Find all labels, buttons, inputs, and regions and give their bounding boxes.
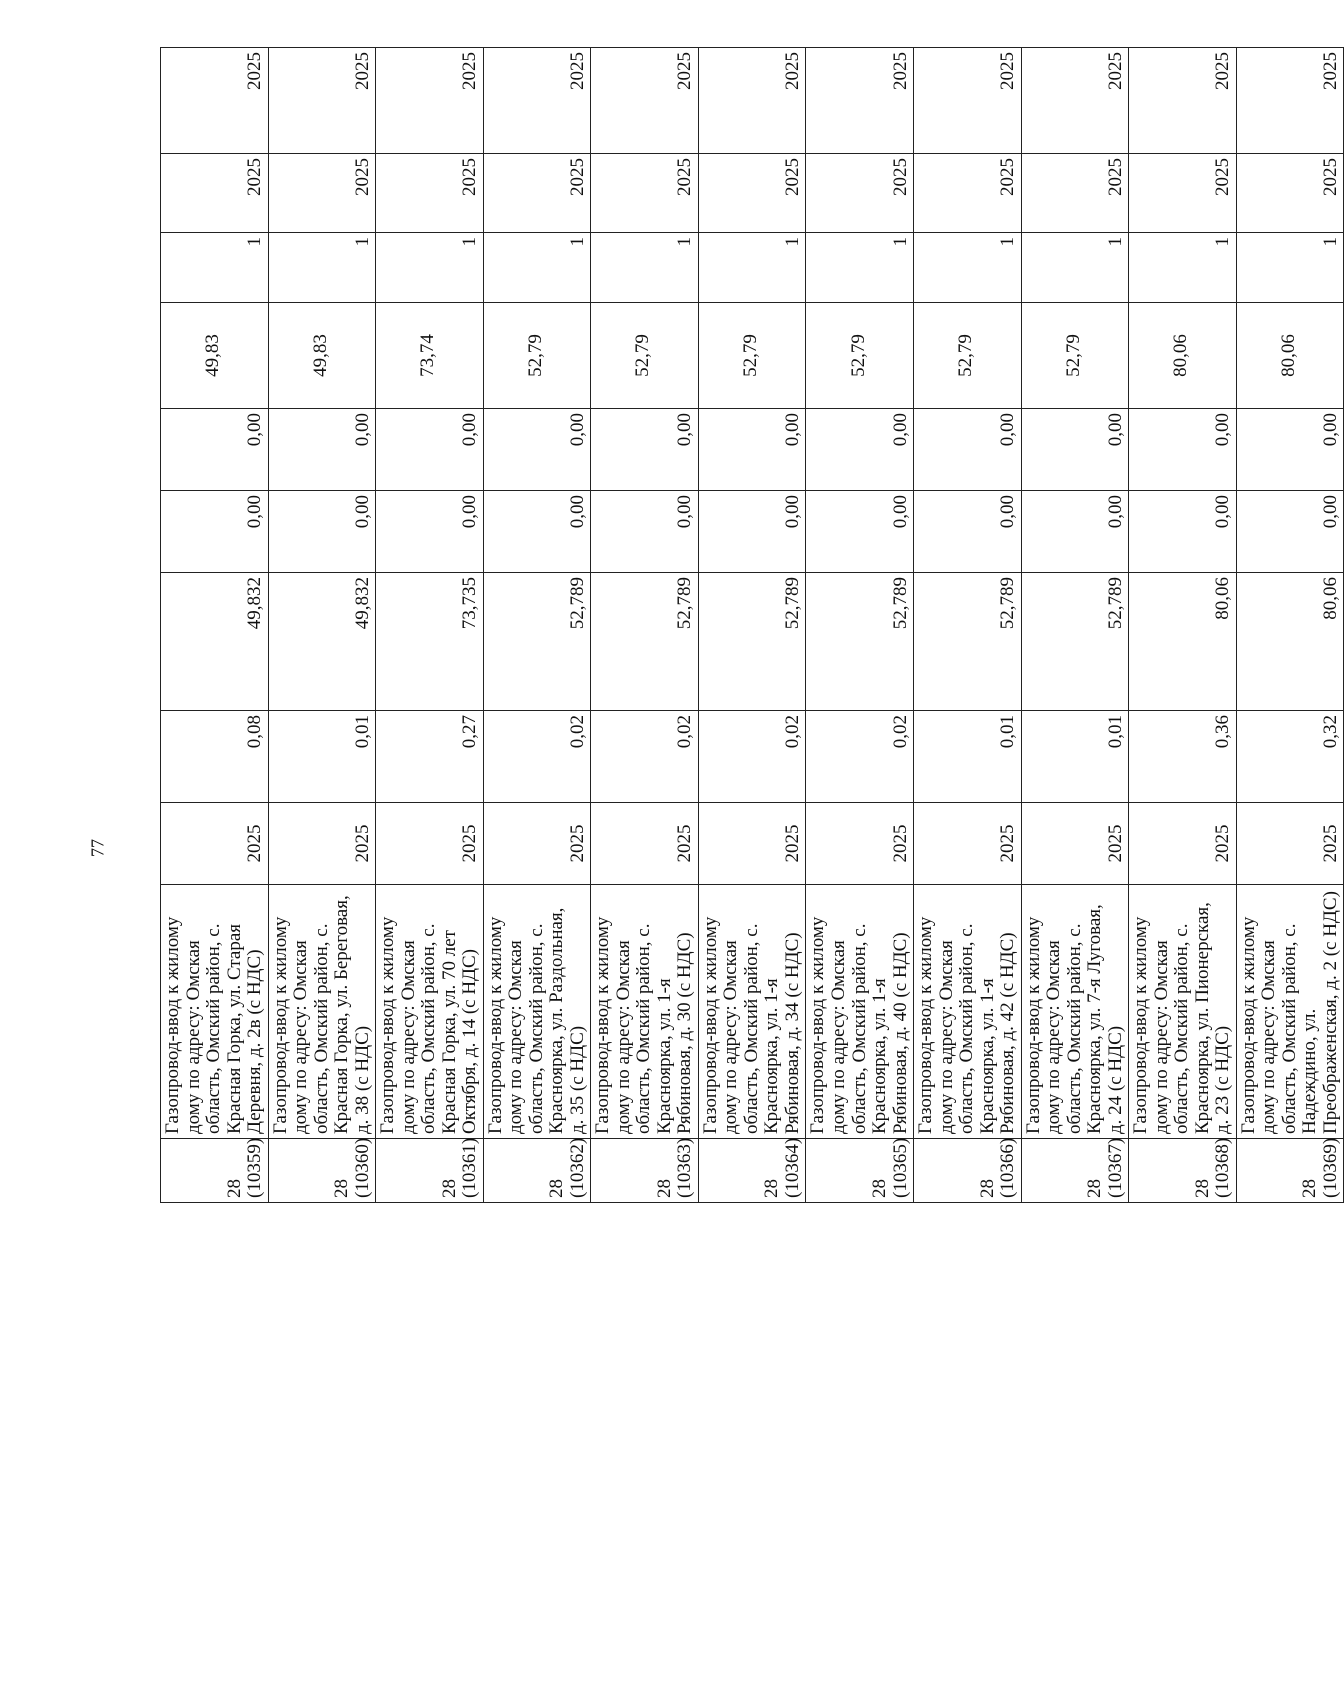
cell-value-3 xyxy=(914,303,1022,409)
cell-cost-total xyxy=(1021,573,1129,711)
cell-description-text: Газопровод-ввод к жилому дому по адресу: Омская область, Омский район, с. Красноярка, ул. 1-я Рябиновая, д. 30 (с НДС) xyxy=(592,916,696,1134)
cell-value-2-text: 0,00 xyxy=(459,413,481,447)
table-row xyxy=(591,48,699,1203)
cell-value-3-text: 52,79 xyxy=(739,334,761,377)
cell-value-1-text: 0,00 xyxy=(674,495,696,529)
cell-end-year xyxy=(1129,48,1237,154)
cell-value-1 xyxy=(483,491,591,573)
cell-year-text: 2025 xyxy=(889,824,911,863)
cell-end-year-text: 2025 xyxy=(244,52,266,90)
cell-start-year-text: 2025 xyxy=(1212,158,1234,196)
cell-value-3-text: 49,83 xyxy=(309,334,331,377)
row-code: (10361) xyxy=(459,1137,481,1198)
row-code: (10365) xyxy=(889,1137,911,1198)
cell-year xyxy=(1236,803,1344,885)
cell-start-year-text: 2025 xyxy=(997,158,1019,196)
cell-value-2 xyxy=(1021,409,1129,491)
cell-cost-total-text: 52,789 xyxy=(674,577,696,630)
cell-description xyxy=(1021,885,1129,1139)
cell-cost-total xyxy=(806,573,914,711)
cell-cost-total xyxy=(914,573,1022,711)
cell-value-1 xyxy=(806,491,914,573)
cell-value-2 xyxy=(376,409,484,491)
cell-value-3 xyxy=(483,303,591,409)
table-row xyxy=(806,48,914,1203)
cell-id xyxy=(161,1139,269,1203)
table-row xyxy=(483,48,591,1203)
cell-quantity-text: 1 xyxy=(1212,237,1234,247)
cell-value-2-text: 0,00 xyxy=(244,413,266,447)
cell-value-2 xyxy=(1129,409,1237,491)
cell-value-1-text: 0,00 xyxy=(459,495,481,529)
cell-year-text: 2025 xyxy=(351,824,373,863)
cell-end-year xyxy=(698,48,806,154)
cell-description xyxy=(806,885,914,1139)
cell-value-2 xyxy=(914,409,1022,491)
row-number: 28 xyxy=(331,1179,353,1198)
cell-quantity xyxy=(483,233,591,303)
cell-year xyxy=(483,803,591,885)
cell-value-2 xyxy=(591,409,699,491)
cell-quantity xyxy=(1236,233,1344,303)
cell-quantity-text: 1 xyxy=(674,237,696,247)
row-code: (10362) xyxy=(566,1137,588,1198)
cell-length xyxy=(914,711,1022,803)
cell-value-3-text: 52,79 xyxy=(847,334,869,377)
cell-id xyxy=(1021,1139,1129,1203)
cell-description-text: Газопровод-ввод к жилому дому по адресу: Омская область, Омский район, с. Красноярка, ул. 1-я Рябиновая, д. 40 (с НДС) xyxy=(807,916,911,1134)
cell-id xyxy=(806,1139,914,1203)
cell-value-3 xyxy=(591,303,699,409)
row-number: 28 xyxy=(1299,1179,1321,1198)
cell-value-3 xyxy=(268,303,376,409)
cell-year-text: 2025 xyxy=(1212,824,1234,863)
cell-description-text: Газопровод-ввод к жилому дому по адресу: Омская область, Омский район, с. Красная Горка, ул. 70 лет Октября, д. 14 (с НДС) xyxy=(377,916,481,1134)
row-number: 28 xyxy=(546,1179,568,1198)
cell-quantity xyxy=(698,233,806,303)
row-code: (10366) xyxy=(997,1137,1019,1198)
row-number: 28 xyxy=(761,1179,783,1198)
cell-value-1-text: 0,00 xyxy=(1212,495,1234,529)
cell-value-2-text: 0,00 xyxy=(1212,413,1234,447)
cell-length xyxy=(1236,711,1344,803)
cell-description-text: Газопровод-ввод к жилому дому по адресу: Омская область, Омский район, с. Красноярка, ул. Раздольная, д. 35 (с НДС) xyxy=(484,907,588,1134)
row-code: (10367) xyxy=(1104,1137,1126,1198)
row-number: 28 xyxy=(976,1179,998,1198)
cell-end-year-text: 2025 xyxy=(997,52,1019,90)
cell-description xyxy=(1236,885,1344,1139)
cell-value-2 xyxy=(1236,409,1344,491)
cell-year xyxy=(698,803,806,885)
table-row xyxy=(914,48,1022,1203)
cell-value-3 xyxy=(376,303,484,409)
cell-year-text: 2025 xyxy=(674,824,696,863)
table-row xyxy=(1129,48,1237,1203)
row-code: (10368) xyxy=(1212,1137,1234,1198)
table-row xyxy=(1021,48,1129,1203)
cell-value-2-text: 0,00 xyxy=(1104,413,1126,447)
cell-cost-total-text: 80,06 xyxy=(1319,577,1341,620)
cell-start-year-text: 2025 xyxy=(889,158,911,196)
cell-length xyxy=(483,711,591,803)
cell-quantity-text: 1 xyxy=(781,237,803,247)
cell-year xyxy=(268,803,376,885)
cell-length xyxy=(268,711,376,803)
cell-id xyxy=(698,1139,806,1203)
cell-description xyxy=(591,885,699,1139)
cell-quantity xyxy=(914,233,1022,303)
cell-year xyxy=(914,803,1022,885)
table-row xyxy=(268,48,376,1203)
cell-quantity xyxy=(161,233,269,303)
cell-value-2-text: 0,00 xyxy=(997,413,1019,447)
cell-start-year xyxy=(1129,154,1237,233)
cell-value-3-text: 80,06 xyxy=(1277,334,1299,377)
cell-description xyxy=(698,885,806,1139)
cell-length xyxy=(1129,711,1237,803)
cell-end-year-text: 2025 xyxy=(566,52,588,90)
cell-description xyxy=(161,885,269,1139)
cell-year-text: 2025 xyxy=(1104,824,1126,863)
row-code: (10369) xyxy=(1319,1137,1341,1198)
cell-year xyxy=(1021,803,1129,885)
cell-description xyxy=(483,885,591,1139)
cell-description-text: Газопровод-ввод к жилому дому по адресу: Омская область, Омский район, с. Красная Горка, ул. Береговая, д. 38 (с НДС) xyxy=(269,895,373,1134)
cell-start-year xyxy=(376,154,484,233)
cell-value-3 xyxy=(161,303,269,409)
cell-cost-total xyxy=(161,573,269,711)
cell-year-text: 2025 xyxy=(244,824,266,863)
cell-quantity-text: 1 xyxy=(459,237,481,247)
cell-quantity xyxy=(268,233,376,303)
cell-end-year-text: 2025 xyxy=(1319,52,1341,90)
cell-cost-total xyxy=(376,573,484,711)
row-number: 28 xyxy=(869,1179,891,1198)
cell-length-text: 0,36 xyxy=(1212,715,1234,749)
cell-year-text: 2025 xyxy=(781,824,803,863)
cell-description-text: Газопровод-ввод к жилому дому по адресу: Омская область, Омский район, с. Красноярка, ул. Пионерская, д. 23 (с НДС) xyxy=(1130,902,1234,1134)
cell-value-2 xyxy=(161,409,269,491)
row-code: (10364) xyxy=(781,1137,803,1198)
cell-length xyxy=(1021,711,1129,803)
cell-cost-total-text: 52,789 xyxy=(997,577,1019,630)
cell-end-year xyxy=(1236,48,1344,154)
rotated-table-wrapper xyxy=(160,48,1341,1203)
cell-length xyxy=(591,711,699,803)
cell-end-year-text: 2025 xyxy=(781,52,803,90)
cell-value-3 xyxy=(1236,303,1344,409)
cell-value-2-text: 0,00 xyxy=(889,413,911,447)
cell-start-year xyxy=(161,154,269,233)
table-row xyxy=(1236,48,1344,1203)
cell-end-year xyxy=(914,48,1022,154)
cell-value-1 xyxy=(591,491,699,573)
cell-cost-total xyxy=(698,573,806,711)
cell-end-year xyxy=(591,48,699,154)
cell-value-2-text: 0,00 xyxy=(781,413,803,447)
cell-quantity-text: 1 xyxy=(1104,237,1126,247)
cell-quantity xyxy=(806,233,914,303)
cell-id xyxy=(591,1139,699,1203)
cell-quantity xyxy=(1021,233,1129,303)
cell-cost-total-text: 52,789 xyxy=(781,577,803,630)
cell-end-year xyxy=(376,48,484,154)
cell-start-year-text: 2025 xyxy=(1319,158,1341,196)
cell-end-year-text: 2025 xyxy=(351,52,373,90)
cell-start-year-text: 2025 xyxy=(351,158,373,196)
cell-value-3-text: 52,79 xyxy=(955,334,977,377)
cell-value-3-text: 73,74 xyxy=(417,334,439,377)
cell-end-year-text: 2025 xyxy=(1104,52,1126,90)
cell-value-2-text: 0,00 xyxy=(566,413,588,447)
cell-start-year-text: 2025 xyxy=(566,158,588,196)
cell-cost-total xyxy=(591,573,699,711)
cell-value-2-text: 0,00 xyxy=(1319,413,1341,447)
cell-value-1 xyxy=(914,491,1022,573)
cell-year-text: 2025 xyxy=(997,824,1019,863)
cell-start-year xyxy=(1021,154,1129,233)
cell-value-2-text: 0,00 xyxy=(351,413,373,447)
cell-year xyxy=(376,803,484,885)
cell-value-1 xyxy=(376,491,484,573)
cell-year xyxy=(591,803,699,885)
table-row xyxy=(376,48,484,1203)
cell-length xyxy=(698,711,806,803)
cell-value-1-text: 0,00 xyxy=(997,495,1019,529)
cell-description-text: Газопровод-ввод к жилому дому по адресу: Омская область, Омский район, с. Красноярка, ул. 1-я Рябиновая, д. 34 (с НДС) xyxy=(699,916,803,1134)
cell-quantity-text: 1 xyxy=(889,237,911,247)
cell-value-3-text: 49,83 xyxy=(202,334,224,377)
cell-length xyxy=(376,711,484,803)
cell-value-1-text: 0,00 xyxy=(244,495,266,529)
row-number: 28 xyxy=(1084,1179,1106,1198)
cell-description-text: Газопровод-ввод к жилому дому по адресу: Омская область, Омский район, с. Надеждино, ул. Преображенская, д. 2 (с НДС) xyxy=(1237,891,1341,1134)
cell-cost-total xyxy=(483,573,591,711)
cell-quantity xyxy=(376,233,484,303)
cell-start-year-text: 2025 xyxy=(244,158,266,196)
row-code: (10363) xyxy=(674,1137,696,1198)
cell-id xyxy=(268,1139,376,1203)
cell-length xyxy=(806,711,914,803)
cell-end-year xyxy=(161,48,269,154)
cell-value-1-text: 0,00 xyxy=(781,495,803,529)
cell-year xyxy=(161,803,269,885)
cell-quantity-text: 1 xyxy=(351,237,373,247)
cell-value-1-text: 0,00 xyxy=(566,495,588,529)
cell-value-3 xyxy=(698,303,806,409)
row-number: 28 xyxy=(438,1179,460,1198)
cell-length-text: 0,01 xyxy=(997,715,1019,749)
cell-end-year xyxy=(806,48,914,154)
row-code: (10360) xyxy=(351,1137,373,1198)
cell-cost-total-text: 52,789 xyxy=(566,577,588,630)
cell-value-1 xyxy=(161,491,269,573)
cell-value-1 xyxy=(698,491,806,573)
cell-id xyxy=(914,1139,1022,1203)
cell-value-1-text: 0,00 xyxy=(1104,495,1126,529)
cell-quantity-text: 1 xyxy=(566,237,588,247)
cell-length-text: 0,02 xyxy=(889,715,911,749)
cell-year xyxy=(1129,803,1237,885)
cell-value-3-text: 52,79 xyxy=(1062,334,1084,377)
cell-description xyxy=(376,885,484,1139)
row-code: (10359) xyxy=(244,1137,266,1198)
cell-value-1 xyxy=(1236,491,1344,573)
cell-value-1-text: 0,00 xyxy=(889,495,911,529)
cell-length-text: 0,02 xyxy=(566,715,588,749)
cell-start-year xyxy=(914,154,1022,233)
cell-value-2 xyxy=(268,409,376,491)
cell-value-1 xyxy=(268,491,376,573)
cell-start-year xyxy=(591,154,699,233)
table-row xyxy=(161,48,269,1203)
cell-year-text: 2025 xyxy=(566,824,588,863)
cell-start-year-text: 2025 xyxy=(781,158,803,196)
row-number: 28 xyxy=(653,1179,675,1198)
cell-quantity-text: 1 xyxy=(997,237,1019,247)
cell-value-1-text: 0,00 xyxy=(1319,495,1341,529)
cell-quantity-text: 1 xyxy=(244,237,266,247)
cell-value-2 xyxy=(698,409,806,491)
cell-cost-total xyxy=(1129,573,1237,711)
cell-start-year xyxy=(268,154,376,233)
cell-id xyxy=(376,1139,484,1203)
cell-id xyxy=(1236,1139,1344,1203)
cell-value-3 xyxy=(1129,303,1237,409)
cell-end-year-text: 2025 xyxy=(674,52,696,90)
cell-year xyxy=(806,803,914,885)
cell-value-3-text: 52,79 xyxy=(524,334,546,377)
cell-value-1 xyxy=(1129,491,1237,573)
cell-end-year xyxy=(268,48,376,154)
cell-cost-total-text: 52,789 xyxy=(1104,577,1126,630)
cell-value-3-text: 52,79 xyxy=(632,334,654,377)
cell-length-text: 0,27 xyxy=(459,715,481,749)
page-number: 77 xyxy=(87,839,108,857)
row-number: 28 xyxy=(223,1179,245,1198)
cell-year-text: 2025 xyxy=(459,824,481,863)
cell-value-2 xyxy=(483,409,591,491)
cell-description xyxy=(1129,885,1237,1139)
cell-year-text: 2025 xyxy=(1319,824,1341,863)
cell-start-year xyxy=(698,154,806,233)
cell-end-year xyxy=(483,48,591,154)
cell-start-year xyxy=(1236,154,1344,233)
cell-length-text: 0,02 xyxy=(674,715,696,749)
cell-value-1 xyxy=(1021,491,1129,573)
cell-description xyxy=(914,885,1022,1139)
cell-description xyxy=(268,885,376,1139)
row-number: 28 xyxy=(1191,1179,1213,1198)
cell-cost-total xyxy=(268,573,376,711)
cell-value-3 xyxy=(1021,303,1129,409)
cell-id xyxy=(1129,1139,1237,1203)
cell-start-year-text: 2025 xyxy=(674,158,696,196)
investment-table xyxy=(160,47,1344,1203)
cell-description-text: Газопровод-ввод к жилому дому по адресу: Омская область, Омский район, с. Красная Горка, ул. Старая Деревня, д. 2в (с НДС) xyxy=(162,916,266,1134)
cell-value-2-text: 0,00 xyxy=(674,413,696,447)
cell-description-text: Газопровод-ввод к жилому дому по адресу: Омская область, Омский район, с. Красноярка, ул. 1-я Рябиновая, д. 42 (с НДС) xyxy=(915,916,1019,1134)
cell-cost-total-text: 80,06 xyxy=(1212,577,1234,620)
cell-quantity xyxy=(1129,233,1237,303)
table-row xyxy=(698,48,806,1203)
cell-length-text: 0,01 xyxy=(351,715,373,749)
cell-value-1-text: 0,00 xyxy=(351,495,373,529)
cell-id xyxy=(483,1139,591,1203)
cell-cost-total xyxy=(1236,573,1344,711)
cell-cost-total-text: 73,735 xyxy=(459,577,481,630)
cell-cost-total-text: 49,832 xyxy=(351,577,373,630)
cell-start-year-text: 2025 xyxy=(459,158,481,196)
cell-value-2 xyxy=(806,409,914,491)
cell-end-year xyxy=(1021,48,1129,154)
cell-description-text: Газопровод-ввод к жилому дому по адресу: Омская область, Омский район, с. Красноярка, ул. 7-я Луговая, д. 24 (с НДС) xyxy=(1022,904,1126,1134)
cell-start-year-text: 2025 xyxy=(1104,158,1126,196)
cell-start-year xyxy=(483,154,591,233)
cell-cost-total-text: 49,832 xyxy=(244,577,266,630)
cell-start-year xyxy=(806,154,914,233)
cell-length-text: 0,32 xyxy=(1319,715,1341,749)
cell-quantity-text: 1 xyxy=(1319,237,1341,247)
cell-length xyxy=(161,711,269,803)
cell-value-3-text: 80,06 xyxy=(1170,334,1192,377)
table-body xyxy=(161,48,1344,1203)
cell-quantity xyxy=(591,233,699,303)
cell-end-year-text: 2025 xyxy=(459,52,481,90)
cell-end-year-text: 2025 xyxy=(889,52,911,90)
cell-length-text: 0,01 xyxy=(1104,715,1126,749)
cell-length-text: 0,02 xyxy=(781,715,803,749)
cell-length-text: 0,08 xyxy=(244,715,266,749)
cell-end-year-text: 2025 xyxy=(1212,52,1234,90)
cell-value-3 xyxy=(806,303,914,409)
cell-cost-total-text: 52,789 xyxy=(889,577,911,630)
